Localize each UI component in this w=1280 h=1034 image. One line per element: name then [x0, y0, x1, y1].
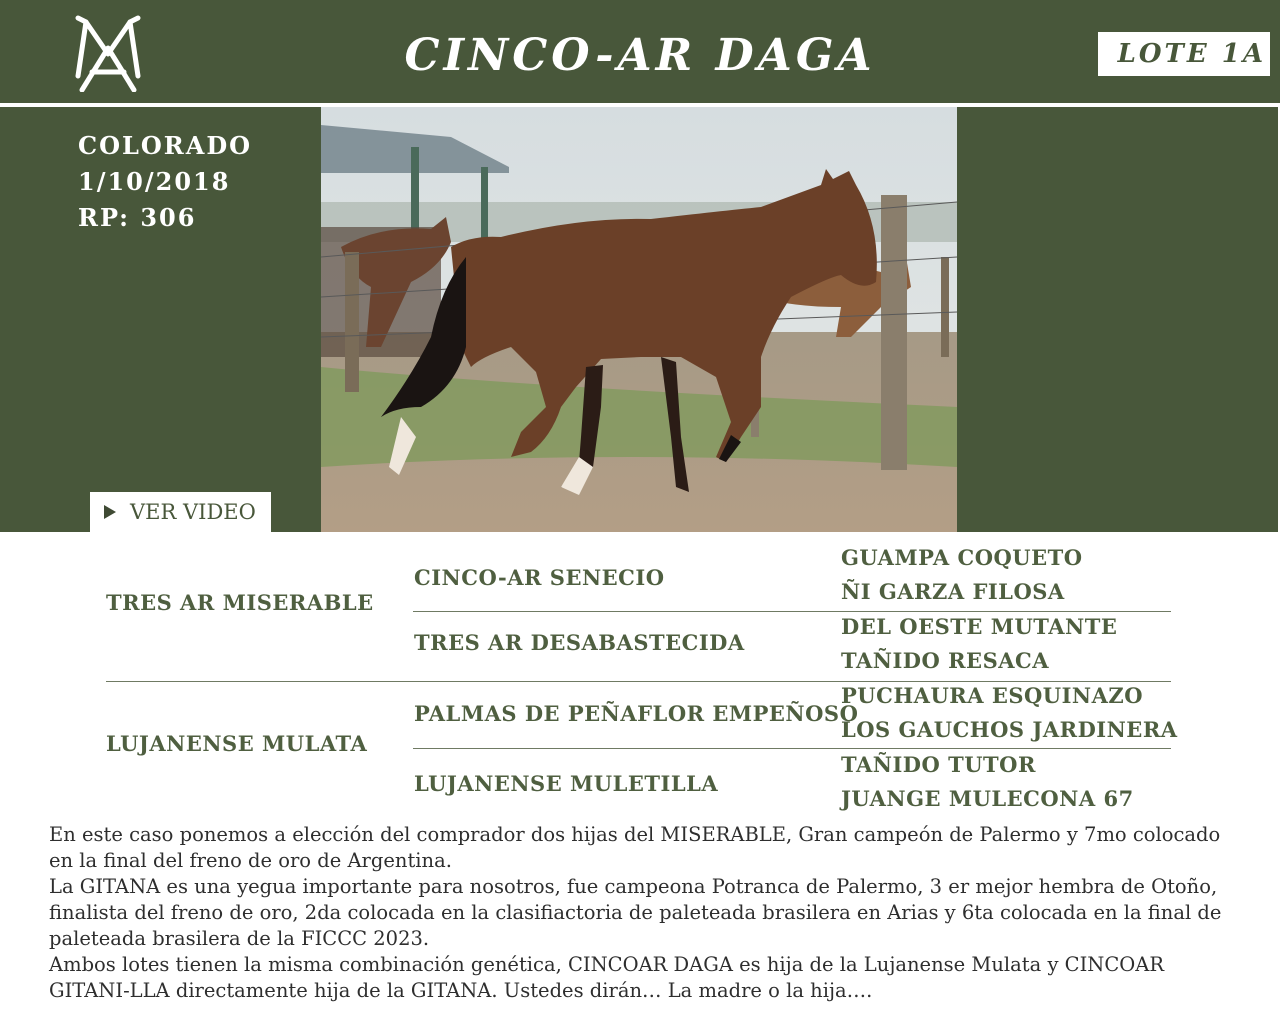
view-video-button[interactable]	[90, 492, 271, 532]
pedigree-dam: LUJANENSE MULATA	[106, 731, 368, 756]
birth-date: 1/10/2018	[78, 167, 231, 196]
rp-number: RP: 306	[78, 203, 197, 232]
pedigree-divider	[106, 681, 1171, 682]
horse-name-title: CINCO-AR DAGA	[404, 30, 876, 81]
pedigree-g3-item: ÑI GARZA FILOSA	[841, 579, 1065, 604]
horse-photo	[321, 107, 957, 532]
pedigree-dam-sire: PALMAS DE PEÑAFLOR EMPEÑOSO	[414, 701, 859, 726]
view-video-label: VER VIDEO	[130, 500, 256, 524]
horse-info	[78, 128, 252, 236]
pedigree-sire: TRES AR MISERABLE	[106, 590, 374, 615]
coat-color: COLORADO	[78, 131, 253, 160]
pedigree-divider	[413, 611, 1171, 612]
pedigree-g3-item: JUANGE MULECONA 67	[841, 786, 1134, 811]
pedigree-g3-item: LOS GAUCHOS JARDINERA	[841, 717, 1178, 742]
pedigree-g3-item: TAÑIDO RESACA	[841, 648, 1050, 673]
pedigree-dam-dam: LUJANENSE MULETILLA	[414, 771, 719, 796]
pedigree-g3-item: GUAMPA COQUETO	[841, 545, 1083, 570]
pedigree-divider	[413, 748, 1171, 749]
lot-badge: LOTE 1A	[1098, 32, 1270, 76]
pedigree-g3-item: TAÑIDO TUTOR	[841, 752, 1036, 777]
description-paragraph: En este caso ponemos a elección del comprador dos hijas del MISERABLE, Gran campeón de Palermo y 7mo colocado en la final del freno de oro de Argentina.	[49, 823, 1221, 872]
pedigree-g3-item: DEL OESTE MUTANTE	[841, 614, 1118, 639]
pedigree-g3-item: PUCHAURA ESQUINAZO	[841, 683, 1144, 708]
description	[49, 822, 1241, 1004]
play-icon	[104, 505, 116, 519]
description-paragraph: La GITANA es una yegua importante para nosotros, fue campeona Potranca de Palermo, 3 er mejor hembra de Otoño, finalista del freno de oro, 2da colocada en la clasifiactoria de paleteada brasilera en Arias y 6ta colocada en la final de paleteada brasilera de la FICCC 2023.	[49, 875, 1222, 950]
pedigree-sire-dam: TRES AR DESABASTECIDA	[414, 630, 745, 655]
description-paragraph: Ambos lotes tienen la misma combinación genética, CINCOAR DAGA es hija de la Lujanense Mulata y CINCOAR GITANI-LLA directamente hija de la GITANA. Ustedes dirán… La madre o la hija….	[49, 953, 1165, 1002]
pedigree-sire-sire: CINCO-AR SENECIO	[414, 565, 665, 590]
